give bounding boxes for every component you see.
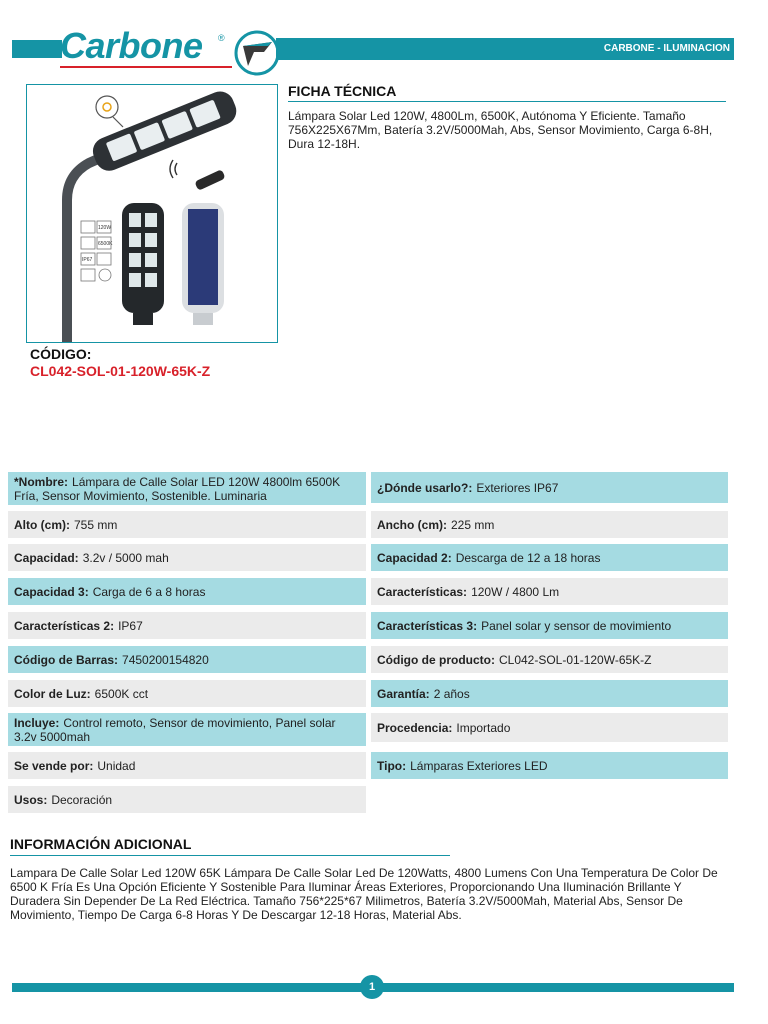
ficha-description: Lámpara Solar Led 120W, 4800Lm, 6500K, Autónoma Y Eficiente. Tamaño 756X225X67Mm, Batería 3.2V/5000Mah, Abs, Sensor Movimiento, Carga 6-8H, Dura 12-18H. bbox=[288, 109, 713, 151]
badge-text: 120W bbox=[98, 225, 112, 231]
spec-usos bbox=[8, 786, 366, 813]
product-code-value: CL042-SOL-01-120W-65K-Z bbox=[30, 363, 211, 379]
spec-label: Color de Luz: bbox=[14, 686, 91, 701]
additional-info-text: Lampara De Calle Solar Led 120W 65K Lámpara De Calle Solar Led De 120Watts, 4800 Lumens Con Una Temperatura De Color De 6500 K Fría Es Una Opción Eficiente Y Sostenible Para Iluminar Áreas Exteriores, Proporcionando Una Iluminación Brillante Y Duradera Sin Depender De La Red Eléctrica. Tamaño 756*225*67 Milimetros, Batería 3.2V/5000Mah, Material Abs, Sensor De Movimiento, Tiempo De Carga 6-8 Horas Y De Descargar 12-18 Horas, Material Abs. bbox=[10, 866, 718, 922]
street-lamp-illustration bbox=[27, 85, 277, 342]
spec-caracteristicas bbox=[371, 578, 728, 605]
spec-label: Código de Barras: bbox=[14, 652, 119, 667]
header-section-title: CARBONE - ILUMINACION bbox=[603, 43, 730, 54]
spec-label: Características 3: bbox=[377, 618, 478, 633]
spec-label: Alto (cm): bbox=[14, 517, 70, 532]
spec-value: IP67 bbox=[118, 618, 143, 633]
spec-label: Se vende por: bbox=[14, 758, 94, 773]
spec-label: Garantía: bbox=[377, 686, 430, 701]
spec-label: Capacidad 3: bbox=[14, 584, 89, 599]
additional-info-title: INFORMACIÓN ADICIONAL bbox=[10, 836, 192, 852]
spec-value: 755 mm bbox=[74, 517, 118, 532]
spec-value: 3.2v / 5000 mah bbox=[82, 550, 169, 565]
spec-capacidad-2 bbox=[371, 544, 728, 571]
spec-value: Lámparas Exteriores LED bbox=[410, 758, 548, 773]
spec-label: ¿Dónde usarlo?: bbox=[377, 480, 473, 495]
spec-alto bbox=[8, 511, 366, 538]
spec-value: Lámpara de Calle Solar LED 120W 4800lm 6500K Fría, Sensor Movimiento, Sostenible. Luminaria bbox=[14, 474, 341, 503]
spec-value: Exteriores IP67 bbox=[476, 480, 559, 495]
spec-value: 225 mm bbox=[451, 517, 495, 532]
spec-value: Carga de 6 a 8 horas bbox=[92, 584, 206, 599]
ficha-divider bbox=[288, 101, 726, 102]
spec-tipo bbox=[371, 752, 728, 779]
spec-codigo-barras bbox=[8, 646, 366, 673]
logo-underline bbox=[60, 66, 232, 68]
spec-garantia bbox=[371, 680, 728, 707]
spec-incluye bbox=[8, 713, 366, 746]
spec-ancho bbox=[371, 511, 728, 538]
spec-label: Características: bbox=[377, 584, 468, 599]
product-image bbox=[26, 84, 278, 343]
spec-capacidad-3 bbox=[8, 578, 366, 605]
spec-value: Unidad bbox=[97, 758, 136, 773]
page-number: 1 bbox=[360, 975, 384, 999]
spec-caracteristicas-2 bbox=[8, 612, 366, 639]
additional-info-divider bbox=[10, 855, 450, 856]
spec-se-vende-por bbox=[8, 752, 366, 779]
spec-label: Capacidad: bbox=[14, 550, 79, 565]
spec-label: Tipo: bbox=[377, 758, 407, 773]
sun-sensor-icon bbox=[96, 96, 123, 127]
spec-caracteristicas-3 bbox=[371, 612, 728, 639]
page-header bbox=[0, 25, 768, 77]
ficha-tecnica-title: FICHA TÉCNICA bbox=[288, 83, 397, 99]
registered-mark: ® bbox=[218, 33, 225, 43]
badge-text: 6500K bbox=[98, 241, 113, 247]
spec-nombre bbox=[8, 472, 366, 505]
spec-value: 7450200154820 bbox=[122, 652, 209, 667]
spec-label: Procedencia: bbox=[377, 720, 453, 735]
spec-value: 120W / 4800 Lm bbox=[471, 584, 560, 599]
header-bar-left bbox=[12, 40, 62, 58]
spec-label: Características 2: bbox=[14, 618, 115, 633]
spec-value: CL042-SOL-01-120W-65K-Z bbox=[498, 652, 652, 667]
spec-label: Ancho (cm): bbox=[377, 517, 447, 532]
spec-donde-usarlo bbox=[371, 472, 728, 503]
product-code-label: CÓDIGO: bbox=[30, 346, 92, 362]
spec-label: Código de producto: bbox=[377, 652, 495, 667]
spec-value: Descarga de 12 a 18 horas bbox=[455, 550, 601, 565]
brand-emblem-icon bbox=[234, 30, 280, 76]
spec-value: Control remoto, Sensor de movimiento, Panel solar 3.2v 5000mah bbox=[14, 715, 336, 744]
spec-label: Incluye: bbox=[14, 715, 60, 730]
spec-label: *Nombre: bbox=[14, 474, 69, 489]
spec-label: Capacidad 2: bbox=[377, 550, 452, 565]
spec-value: Panel solar y sensor de movimiento bbox=[481, 618, 672, 633]
spec-label: Usos: bbox=[14, 792, 48, 807]
brand-logo-text: Carbone bbox=[60, 25, 203, 66]
spec-codigo-producto bbox=[371, 646, 728, 673]
spec-color-luz bbox=[8, 680, 366, 707]
remote-signal-icon bbox=[170, 160, 177, 178]
spec-value: Decoración bbox=[51, 792, 113, 807]
spec-value: 6500K cct bbox=[94, 686, 149, 701]
spec-procedencia bbox=[371, 713, 728, 742]
spec-capacidad bbox=[8, 544, 366, 571]
spec-value: Importado bbox=[456, 720, 511, 735]
badge-text: IP67 bbox=[82, 257, 93, 263]
spec-value: 2 años bbox=[433, 686, 470, 701]
